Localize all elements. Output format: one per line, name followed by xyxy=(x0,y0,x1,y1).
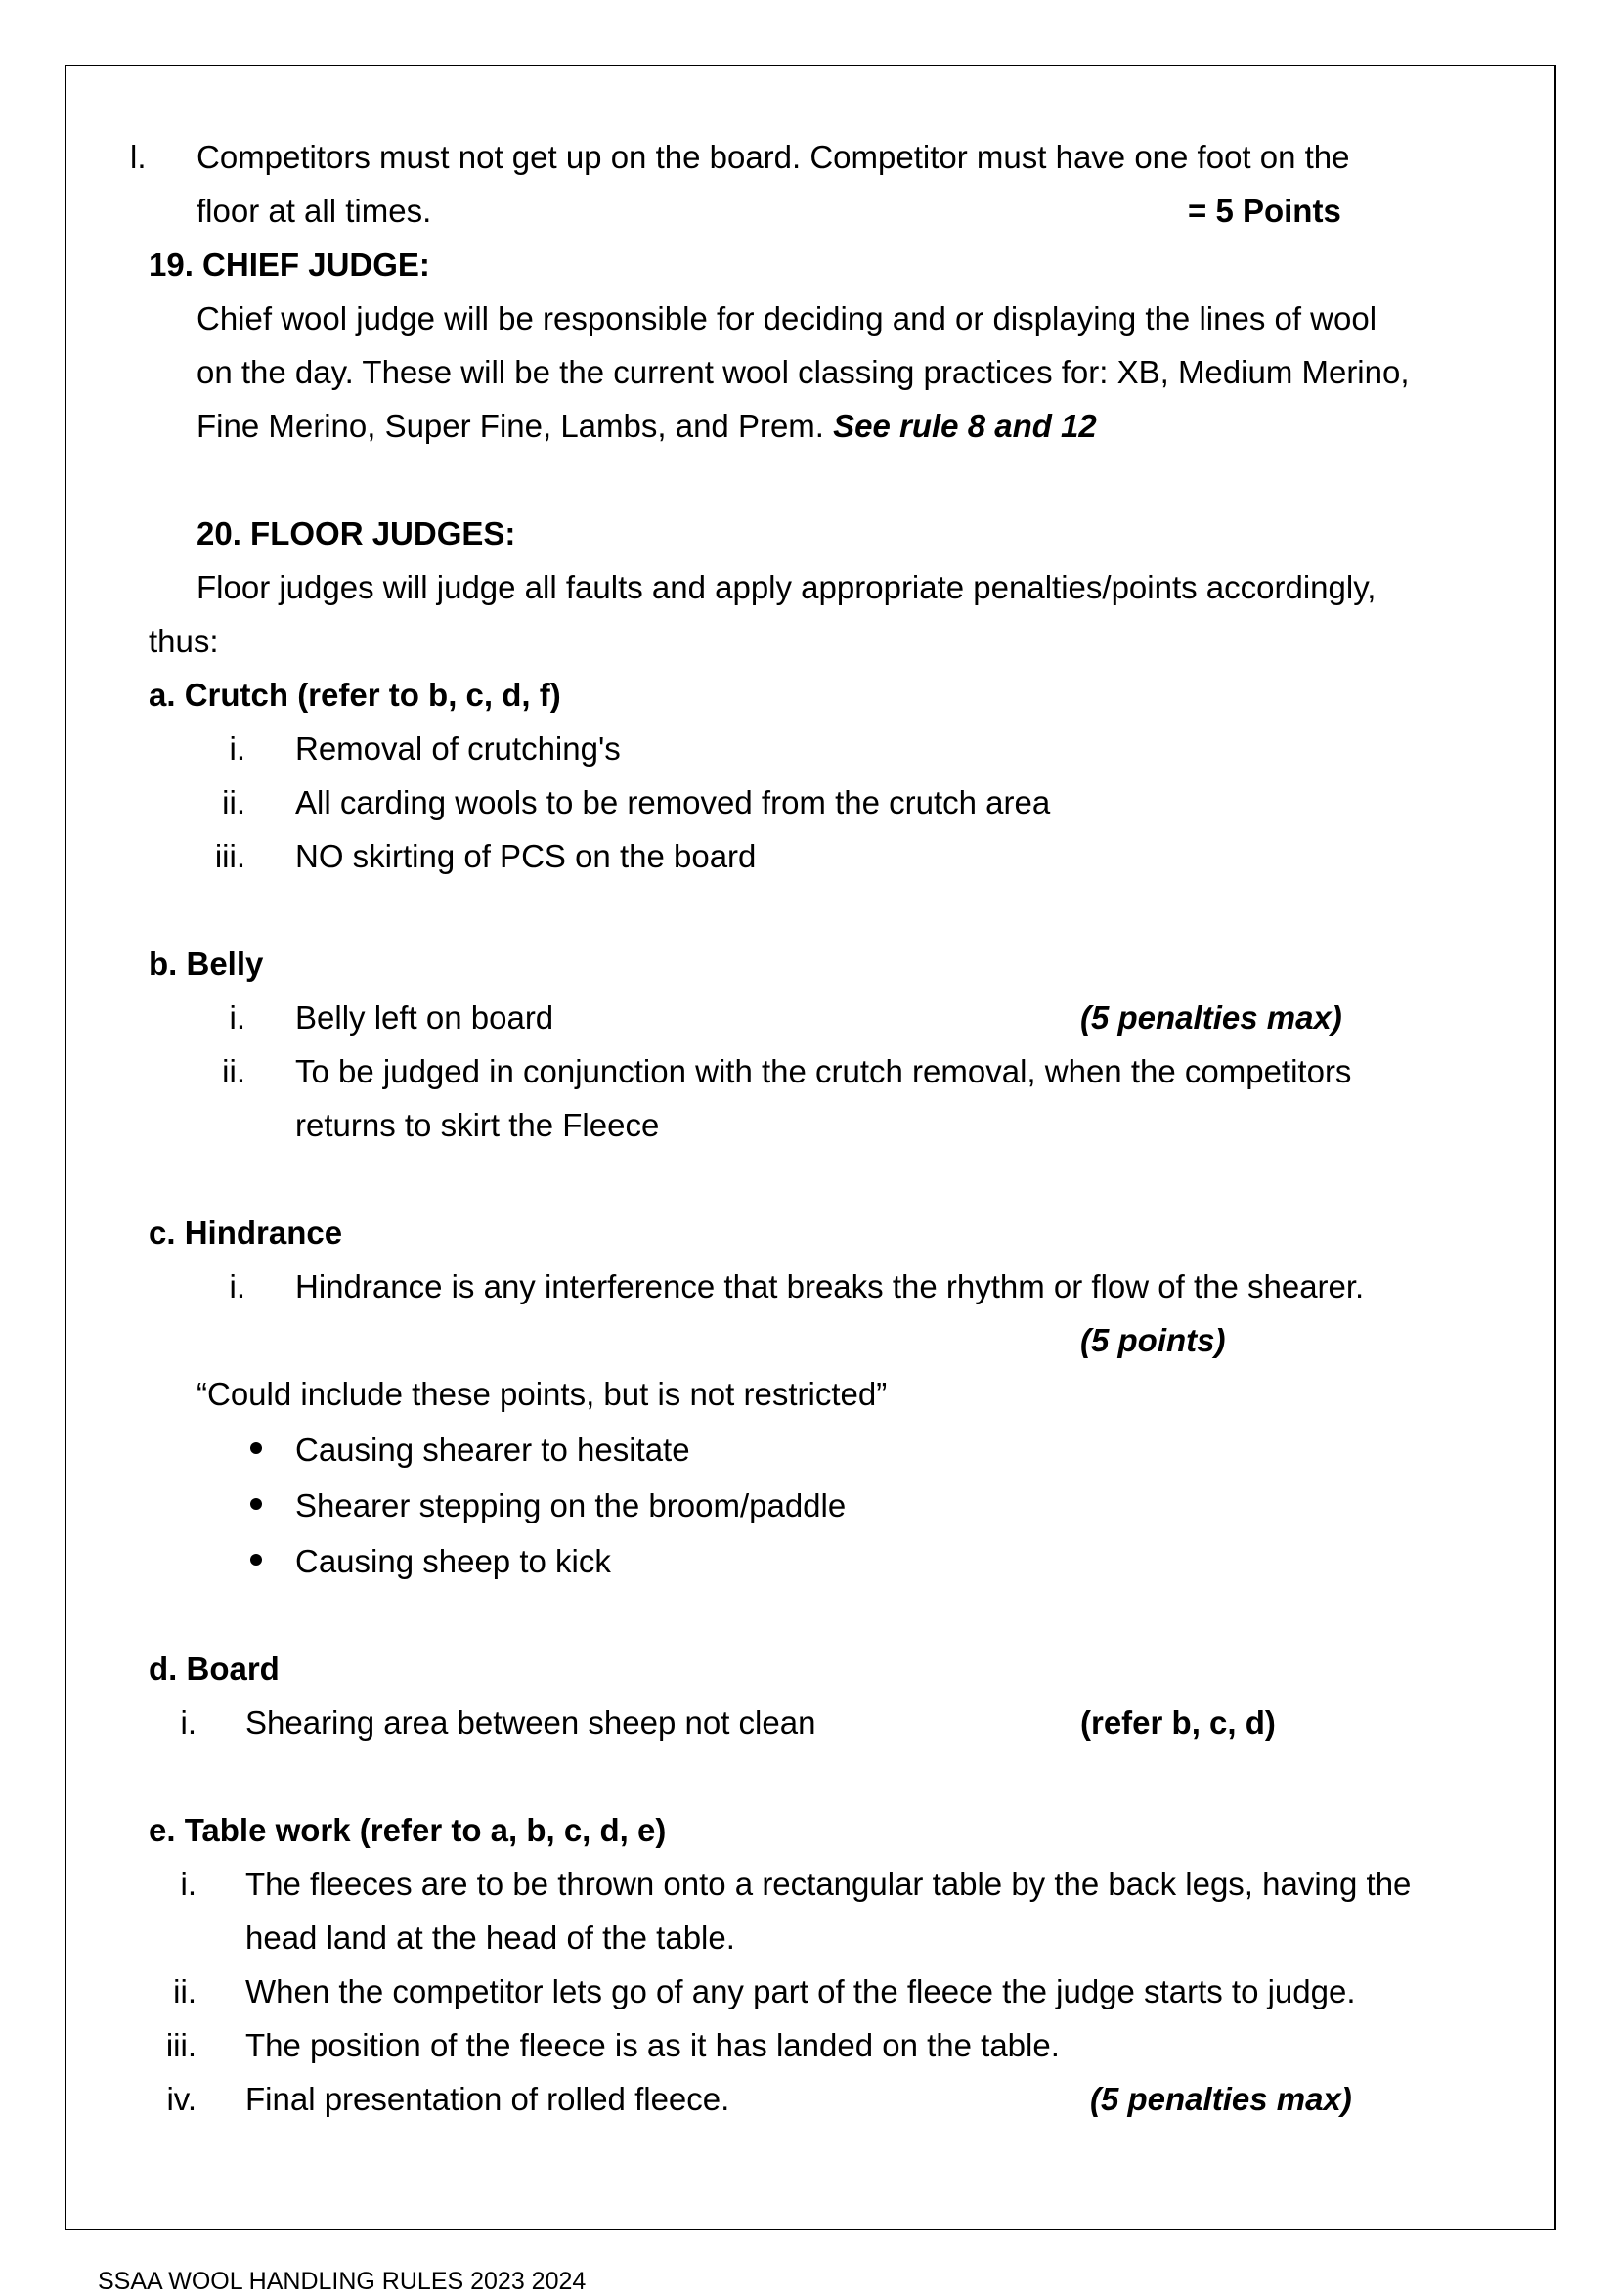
section-e-item1-line2: head land at the head of the table. xyxy=(245,1920,735,1956)
rule-l-marker: l. xyxy=(130,139,147,175)
section-e-item1-line1: The fleeces are to be thrown onto a rectangular table by the back legs, having the xyxy=(245,1866,1412,1902)
rule19-line3: Fine Merino, Super Fine, Lambs, and Prem. See rule 8 and 12 xyxy=(197,408,1097,444)
section-a-item2-text: All carding wools to be removed from the crutch area xyxy=(295,784,1051,820)
section-c-bullet1: Causing shearer to hesitate xyxy=(295,1432,690,1468)
section-b-item1-penalty: (5 penalties max) xyxy=(1080,999,1342,1036)
bullet-icon xyxy=(250,1442,262,1454)
section-a-item3-text: NO skirting of PCS on the board xyxy=(295,838,757,874)
section-c-quote: “Could include these points, but is not restricted” xyxy=(197,1376,888,1412)
section-b-item1-num: i. xyxy=(229,999,245,1036)
section-a-item3-num: iii. xyxy=(214,838,245,874)
bullet-icon xyxy=(250,1498,262,1510)
section-c-heading: c. Hindrance xyxy=(149,1214,343,1251)
section-b-item1-text: Belly left on board xyxy=(295,999,554,1036)
section-b-heading: b. Belly xyxy=(149,946,264,982)
section-c-bullet3: Causing sheep to kick xyxy=(295,1543,611,1579)
rule19-line1: Chief wool judge will be responsible for deciding and or displaying the lines of wool xyxy=(197,300,1377,336)
section-e-item3-num: iii. xyxy=(165,2027,197,2063)
section-b-item2-num: ii. xyxy=(222,1053,245,1089)
rule20-heading: 20. FLOOR JUDGES: xyxy=(197,515,516,552)
section-b-item2-line2: returns to skirt the Fleece xyxy=(295,1107,660,1143)
rule-l-line1: Competitors must not get up on the board. Competitor must have one foot on the xyxy=(197,139,1350,175)
rule-l-points: = 5 Points xyxy=(1188,193,1341,229)
section-a-item1-num: i. xyxy=(229,730,245,767)
page-footer: SSAA WOOL HANDLING RULES 2023 2024 xyxy=(98,2268,587,2295)
section-d-heading: d. Board xyxy=(149,1651,280,1687)
section-c-item1-num: i. xyxy=(229,1268,245,1304)
section-c-item1-points: (5 points) xyxy=(1080,1322,1226,1358)
rule19-see-reference: See rule 8 and 12 xyxy=(833,408,1097,444)
section-e-item1-num: i. xyxy=(180,1866,197,1902)
rule-l-line2: floor at all times. xyxy=(197,193,432,229)
section-d-item1-text: Shearing area between sheep not clean xyxy=(245,1704,816,1741)
section-d-item1-refer: (refer b, c, d) xyxy=(1080,1704,1276,1741)
rule20-line1: Floor judges will judge all faults and apply appropriate penalties/points accordingly, xyxy=(197,569,1377,605)
section-e-item4-text: Final presentation of rolled fleece. xyxy=(245,2081,730,2117)
section-e-item4-penalty: (5 penalties max) xyxy=(1090,2081,1352,2117)
section-e-item4-num: iv. xyxy=(166,2081,197,2117)
section-a-heading: a. Crutch (refer to b, c, d, f) xyxy=(149,677,561,713)
section-c-bullet2: Shearer stepping on the broom/paddle xyxy=(295,1487,847,1523)
section-e-item2-num: ii. xyxy=(173,1973,197,2009)
section-e-item2-text: When the competitor lets go of any part of the fleece the judge starts to judge. xyxy=(245,1973,1356,2009)
section-c-item1-text: Hindrance is any interference that breaks the rhythm or flow of the shearer. xyxy=(295,1268,1365,1304)
section-a-item1-text: Removal of crutching's xyxy=(295,730,621,767)
section-a-item2-num: ii. xyxy=(222,784,245,820)
section-b-item2-line1: To be judged in conjunction with the crutch removal, when the competitors xyxy=(295,1053,1352,1089)
section-d-item1-num: i. xyxy=(180,1704,197,1741)
section-e-heading: e. Table work (refer to a, b, c, d, e) xyxy=(149,1812,667,1848)
section-e-item3-text: The position of the fleece is as it has landed on the table. xyxy=(245,2027,1060,2063)
rule20-line2: thus: xyxy=(149,623,219,659)
rule19-heading: 19. CHIEF JUDGE: xyxy=(149,246,430,283)
bullet-icon xyxy=(250,1554,262,1566)
rule19-line2: on the day. These will be the current wool classing practices for: XB, Medium Merino, xyxy=(197,354,1410,390)
